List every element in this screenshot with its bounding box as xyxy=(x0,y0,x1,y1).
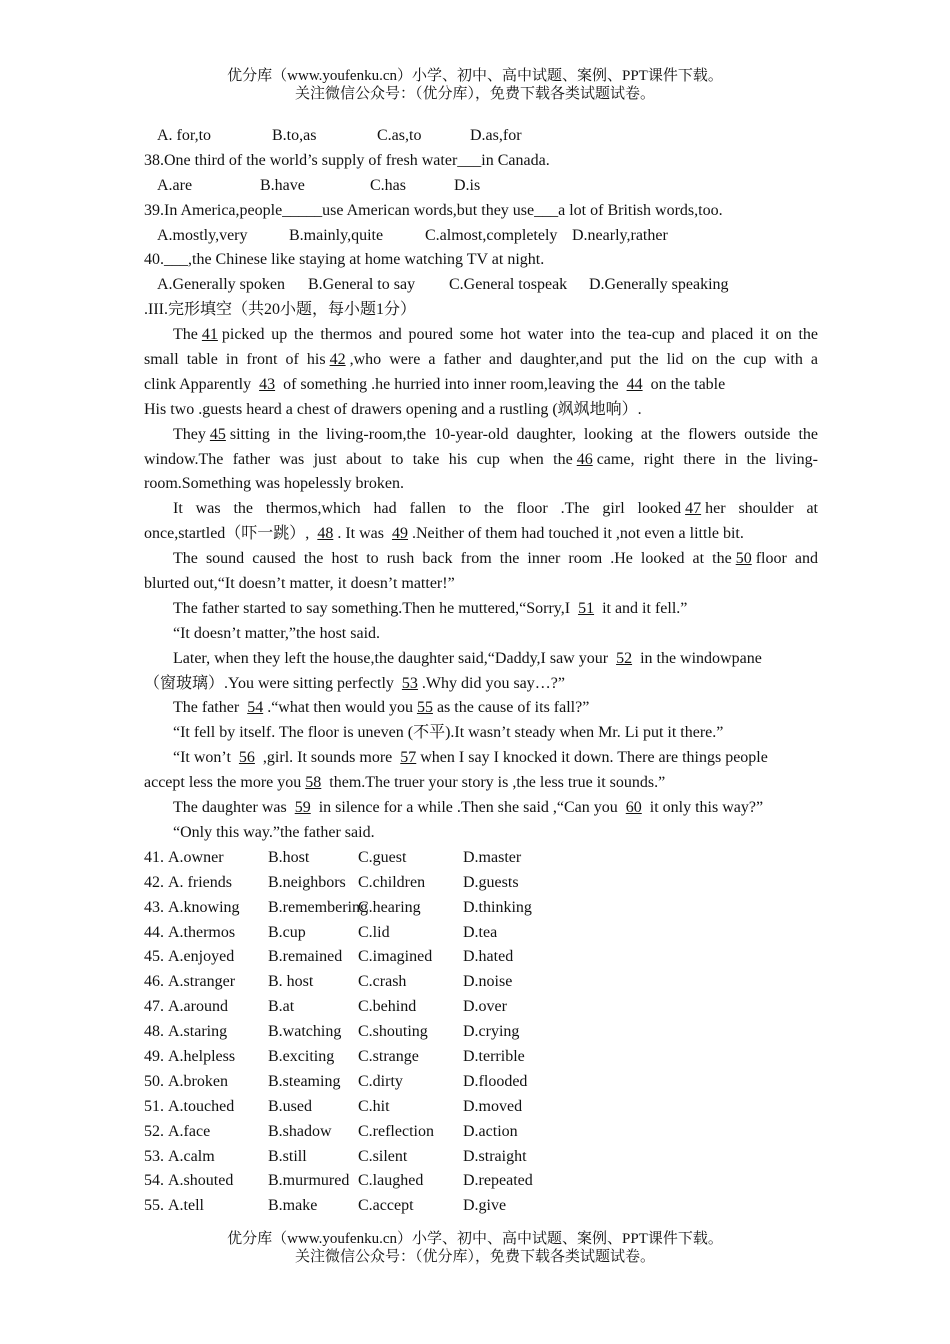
option: A.broken xyxy=(168,1072,228,1090)
option: D.tea xyxy=(463,923,498,941)
footer-line-1: 优分库（www.youfenku.cn）小学、初中、高中试题、案例、PPT课件下载。 xyxy=(227,1231,723,1247)
question-number: 51. xyxy=(144,1097,164,1115)
option: B.to,as xyxy=(272,127,317,144)
option: A.knowing xyxy=(168,898,240,916)
option: A.calm xyxy=(168,1147,215,1165)
q38-options xyxy=(144,174,818,199)
blank-57: 57 xyxy=(400,749,417,767)
option: C.crash xyxy=(358,973,407,991)
option: A.enjoyed xyxy=(168,948,235,966)
question-list xyxy=(144,846,818,1219)
option: B. host xyxy=(268,973,314,991)
header-line-1: 优分库（www.youfenku.cn）小学、初中、高中试题、案例、PPT课件下载。 xyxy=(227,68,723,84)
question-number: 47. xyxy=(144,998,164,1016)
option: A.are xyxy=(157,176,193,194)
question-text: 38.One third of the world’s supply of fresh water xyxy=(144,151,458,169)
question-row xyxy=(144,970,818,995)
question-row xyxy=(144,846,818,871)
option: C.behind xyxy=(358,998,417,1016)
question-row xyxy=(144,1145,818,1170)
section-title: .III.完形填空（共20小题，每小题1分） xyxy=(144,301,416,319)
page-footer xyxy=(0,1230,950,1266)
question-row xyxy=(144,1045,818,1070)
question-number: 48. xyxy=(144,1023,164,1041)
question-number: 49. xyxy=(144,1047,164,1065)
question-text: a lot of British words,too. xyxy=(558,201,723,219)
blank: ___ xyxy=(164,251,188,269)
question-text: use American words,but they use xyxy=(322,201,535,219)
passage-line: The daughter was 59 in silence for a while .Then she said ,“Can you 60 it only this way?” xyxy=(173,799,764,817)
option: B.shadow xyxy=(268,1122,332,1140)
passage-line: “Only this way.”the father said. xyxy=(173,823,375,841)
option: D.crying xyxy=(463,1023,520,1041)
option: B.used xyxy=(268,1097,312,1115)
option: D.terrible xyxy=(463,1047,525,1065)
footer-line-2: 关注微信公众号：（优分库），免费下载各类试题试卷。 xyxy=(294,1249,655,1265)
option: A.helpless xyxy=(168,1047,236,1065)
question-row xyxy=(144,921,818,946)
blank-46: 46 xyxy=(576,450,593,468)
option: D.nearly,rather xyxy=(572,226,668,244)
option: B.remembering xyxy=(268,898,368,916)
blank-54: 54 xyxy=(247,699,264,717)
question-40 xyxy=(144,248,818,273)
option: D.straight xyxy=(463,1147,527,1165)
passage-line: “It fell by itself. The floor is uneven (不平).It wasn’t steady when Mr. Li put it there.” xyxy=(173,724,724,742)
option: C.children xyxy=(358,873,426,891)
option: D.over xyxy=(463,998,507,1016)
passage-line: （窗玻璃）.You were sitting perfectly 53 .Why did you say…?” xyxy=(144,674,565,692)
option: D.give xyxy=(463,1197,507,1215)
option: A.tell xyxy=(168,1197,204,1215)
option: C.shouting xyxy=(358,1023,428,1041)
question-row xyxy=(144,871,818,896)
option: A.shouted xyxy=(168,1172,234,1190)
header-line-2: 关注微信公众号：（优分库），免费下载各类试题试卷。 xyxy=(294,86,655,102)
passage-line: Later, when they left the house,the daughter said,“Daddy,I saw your 52 in the windowpane xyxy=(173,649,762,667)
option: A.around xyxy=(168,998,228,1016)
question-number: 53. xyxy=(144,1147,164,1165)
question-number: 43. xyxy=(144,898,164,916)
blank-55: 55 xyxy=(416,699,433,717)
question-number: 40. xyxy=(144,251,164,269)
blank: ___ xyxy=(534,201,559,219)
blank-59: 59 xyxy=(294,799,311,817)
question-text: 39.In America,people xyxy=(144,201,283,219)
option: B.at xyxy=(268,998,295,1016)
passage-line: room.Something was hopelessly broken. xyxy=(144,475,404,493)
option: C.General tospeak xyxy=(449,276,568,294)
passage-line: clink Apparently 43 of something .he hurried into inner room,leaving the 44 on the table xyxy=(144,375,726,393)
option: B.mainly,quite xyxy=(289,226,384,244)
question-number: 45. xyxy=(144,948,164,966)
option: D.hated xyxy=(463,948,514,966)
option: D.guests xyxy=(463,873,519,891)
passage-line: “It doesn’t matter,”the host said. xyxy=(173,624,381,642)
option: D.repeated xyxy=(463,1172,533,1190)
blank-58: 58 xyxy=(305,774,322,792)
option: A.face xyxy=(168,1122,211,1140)
question-text: in Canada. xyxy=(481,151,550,169)
question-number: 55. xyxy=(144,1197,164,1215)
option: D.noise xyxy=(463,973,513,991)
question-row xyxy=(144,1095,818,1120)
question-row xyxy=(144,995,818,1020)
question-row xyxy=(144,1194,818,1219)
blank-52: 52 xyxy=(616,649,633,667)
question-number: 42. xyxy=(144,873,164,891)
passage-line: window.The father was just about to take his cup when the 46 came, right there in the living- xyxy=(144,450,818,468)
blank-53: 53 xyxy=(401,674,418,692)
q37-options xyxy=(144,124,818,149)
option: C.almost,completely xyxy=(425,226,558,244)
question-row xyxy=(144,896,818,921)
page-header xyxy=(0,67,950,103)
option: C.silent xyxy=(358,1147,408,1165)
option: D.is xyxy=(454,176,481,194)
question-number: 46. xyxy=(144,973,164,991)
option: A.staring xyxy=(168,1023,228,1041)
option: D.Generally speaking xyxy=(589,276,729,294)
exam-content xyxy=(144,124,818,1219)
blank-44: 44 xyxy=(626,375,643,393)
passage-line: It was the thermos,which had fallen to the floor .The girl looked 47 her shoulder at xyxy=(173,500,818,518)
option: B.murmured xyxy=(268,1172,350,1190)
question-number: 41. xyxy=(144,848,164,866)
option: B.exciting xyxy=(268,1047,335,1065)
option: C.strange xyxy=(358,1047,419,1065)
question-number: 54. xyxy=(144,1172,164,1190)
passage-line: small table in front of his 42 ,who were a father and daughter,and put the lid on the cup with a xyxy=(144,351,818,369)
option: A.stranger xyxy=(168,973,236,991)
option: A.Generally spoken xyxy=(157,276,285,294)
option: C.hearing xyxy=(358,898,421,916)
question-row xyxy=(144,1120,818,1145)
passage-line: They 45 sitting in the living-room,the 10-year-old daughter, looking at the flowers outside the xyxy=(173,425,818,443)
blank-49: 49 xyxy=(391,525,408,543)
blank-41: 41 xyxy=(201,326,218,344)
passage-line: accept less the more you 58 them.The truer your story is ,the less true it sounds.” xyxy=(144,774,666,792)
option: C.accept xyxy=(358,1197,414,1215)
blank: _____ xyxy=(282,201,323,219)
option: C.reflection xyxy=(358,1122,434,1140)
option: D.action xyxy=(463,1122,518,1140)
q40-options xyxy=(144,273,818,298)
option: B.cup xyxy=(268,923,306,941)
option: C.as,to xyxy=(377,127,422,144)
blank-43: 43 xyxy=(259,375,276,393)
question-row xyxy=(144,945,818,970)
option: A.thermos xyxy=(168,923,236,941)
option: B.host xyxy=(268,848,310,866)
passage-line: The 41 picked up the thermos and poured some hot water into the tea-cup and placed it on the xyxy=(173,326,818,344)
option: A.owner xyxy=(168,848,224,866)
option: B.still xyxy=(268,1147,307,1165)
blank-45: 45 xyxy=(209,425,226,443)
option: B.steaming xyxy=(268,1072,341,1090)
passage-line: The sound caused the host to rush back from the inner room .He looked at the 50 floor and xyxy=(173,550,818,568)
option: B.neighbors xyxy=(268,873,346,891)
option: D.moved xyxy=(463,1097,523,1115)
blank-51: 51 xyxy=(578,599,595,617)
blank-42: 42 xyxy=(329,351,346,369)
passage-line: The father started to say something.Then he muttered,“Sorry,I 51 it and it fell.” xyxy=(173,599,688,617)
blank-50: 50 xyxy=(735,550,752,568)
option: A. friends xyxy=(168,873,232,891)
option: D.as,for xyxy=(470,127,522,144)
blank: ___ xyxy=(457,151,482,169)
blank-48: 48 xyxy=(317,525,334,543)
option: C.hit xyxy=(358,1097,390,1115)
option: B.General to say xyxy=(308,276,416,294)
blank-56: 56 xyxy=(238,749,255,767)
option: C.guest xyxy=(358,848,407,866)
passage-line: His two .guests heard a chest of drawers opening and a rustling (飒飒地响）. xyxy=(144,400,642,418)
question-number: 44. xyxy=(144,923,164,941)
option: C.has xyxy=(370,176,406,194)
option: A. for,to xyxy=(157,127,212,144)
option: B.have xyxy=(260,176,305,194)
option: A.touched xyxy=(168,1097,235,1115)
passage-line: “It won’t 56 ,girl. It sounds more 57 when I say I knocked it down. There are things people xyxy=(173,749,768,767)
option: D.flooded xyxy=(463,1072,528,1090)
option: C.laughed xyxy=(358,1172,424,1190)
option: B.remained xyxy=(268,948,343,966)
question-number: 50. xyxy=(144,1072,164,1090)
option: B.watching xyxy=(268,1023,342,1041)
option: C.lid xyxy=(358,923,390,941)
blank-60: 60 xyxy=(625,799,642,817)
question-text: ,the Chinese like staying at home watching TV at night. xyxy=(188,251,545,269)
option: B.make xyxy=(268,1197,318,1215)
question-row xyxy=(144,1070,818,1095)
passage-line: The father 54 .“what then would you 55 as the cause of its fall?” xyxy=(173,699,590,717)
question-number: 52. xyxy=(144,1122,164,1140)
q39-options xyxy=(144,224,818,249)
question-row xyxy=(144,1169,818,1194)
blank-47: 47 xyxy=(685,500,702,518)
question-38 xyxy=(144,149,818,174)
passage-line: blurted out,“It doesn’t matter, it doesn’t matter!” xyxy=(144,575,455,593)
option: C.dirty xyxy=(358,1072,403,1090)
option: C.imagined xyxy=(358,948,433,966)
option: D.thinking xyxy=(463,898,532,916)
question-39 xyxy=(144,199,818,224)
question-row xyxy=(144,1020,818,1045)
option: A.mostly,very xyxy=(157,226,248,244)
option: D.master xyxy=(463,848,522,866)
passage-line: once,startled（吓一跳）, 48 . It was 49 .Neither of them had touched it ,not even a little bit. xyxy=(144,525,744,543)
